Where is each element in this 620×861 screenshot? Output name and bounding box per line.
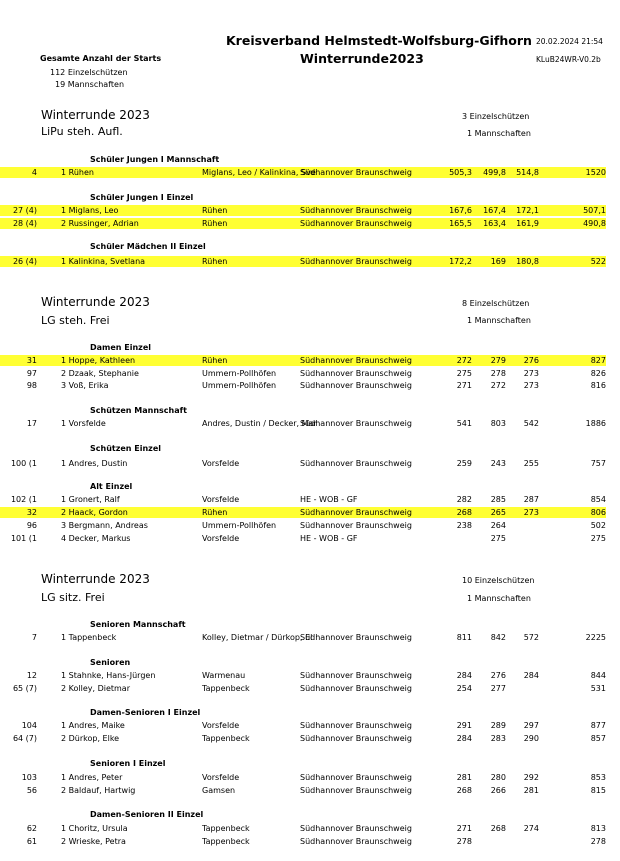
score1-cell: 167,6 [449, 206, 472, 215]
rank-cell: 31 [26, 356, 37, 365]
result-row [0, 785, 606, 796]
name-cell: 1 Andres, Maike [61, 721, 125, 730]
score3-cell: 292 [523, 773, 539, 782]
rank-cell: 104 [21, 721, 37, 730]
section-stat-team: 1 Mannschaften [467, 316, 531, 325]
score1-cell: 272 [456, 356, 472, 365]
name-cell: 1 Vorsfelde [61, 419, 106, 428]
score3-cell: 287 [523, 495, 539, 504]
total-cell: 844 [590, 671, 606, 680]
result-row [0, 720, 606, 731]
score1-cell: 271 [456, 824, 472, 833]
section-discipline: LiPu steh. Aufl. [41, 125, 123, 138]
score2-cell: 842 [490, 633, 506, 642]
rank-cell: 103 [21, 773, 37, 782]
total-cell: 806 [590, 508, 606, 517]
total-cell: 854 [590, 495, 606, 504]
association-cell: Südhannover Braunschweig [300, 459, 412, 468]
score1-cell: 282 [456, 495, 472, 504]
club-cell: Tappenbeck [202, 824, 250, 833]
score1-cell: 271 [456, 381, 472, 390]
result-row [0, 683, 606, 694]
total-cell: 827 [590, 356, 606, 365]
score3-cell: 276 [523, 356, 539, 365]
name-cell: 1 Gronert, Ralf [61, 495, 120, 504]
name-cell: 3 Bergmann, Andreas [61, 521, 148, 530]
name-cell: 4 Decker, Markus [61, 534, 131, 543]
report-version: KLuB24WR-V0.2b [536, 55, 601, 64]
association-cell: Südhannover Braunschweig [300, 824, 412, 833]
rank-cell: 100 (1 [10, 459, 37, 468]
club-cell: Kolley, Dietmar / Dürkop, El [202, 633, 313, 642]
total-cell: 278 [590, 837, 606, 846]
rank-cell: 4 [31, 168, 37, 177]
association-cell: Südhannover Braunschweig [300, 419, 412, 428]
score1-cell: 505,3 [449, 168, 472, 177]
association-cell: Südhannover Braunschweig [300, 773, 412, 782]
name-cell: 2 Haack, Gordon [61, 508, 128, 517]
name-cell: 2 Dzaak, Stephanie [61, 369, 139, 378]
name-cell: 2 Baldauf, Hartwig [61, 786, 136, 795]
rank-cell: 62 [26, 824, 37, 833]
score1-cell: 281 [456, 773, 472, 782]
score1-cell: 284 [456, 734, 472, 743]
association-cell: Südhannover Braunschweig [300, 257, 412, 266]
association-cell: Südhannover Braunschweig [300, 369, 412, 378]
score1-cell: 172,2 [449, 257, 472, 266]
score2-cell: 803 [490, 419, 506, 428]
report-title: Kreisverband Helmstedt-Wolfsburg-Gifhorn [226, 33, 532, 48]
result-row [0, 823, 606, 834]
score2-cell: 275 [490, 534, 506, 543]
starts-single: 112 Einzelschützen [50, 68, 128, 77]
association-cell: Südhannover Braunschweig [300, 168, 412, 177]
name-cell: 1 Hoppe, Kathleen [61, 356, 136, 365]
score2-cell: 289 [490, 721, 506, 730]
rank-cell: 64 (7) [12, 734, 37, 743]
association-cell: Südhannover Braunschweig [300, 633, 412, 642]
club-cell: Vorsfelde [202, 495, 240, 504]
score2-cell: 278 [490, 369, 506, 378]
score3-cell: 284 [523, 671, 539, 680]
score2-cell: 280 [490, 773, 506, 782]
total-cell: 813 [590, 824, 606, 833]
association-cell: Südhannover Braunschweig [300, 356, 412, 365]
result-row [0, 533, 606, 544]
total-cell: 1520 [585, 168, 606, 177]
score2-cell: 169 [490, 257, 506, 266]
result-row [0, 772, 606, 783]
club-cell: Tappenbeck [202, 734, 250, 743]
score1-cell: 541 [456, 419, 472, 428]
score2-cell: 163,4 [483, 219, 506, 228]
club-cell: Tappenbeck [202, 837, 250, 846]
score3-cell: 297 [523, 721, 539, 730]
name-cell: 1 Tappenbeck [61, 633, 117, 642]
result-row [0, 733, 606, 744]
score2-cell: 499,8 [483, 168, 506, 177]
club-cell: Rühen [202, 508, 228, 517]
name-cell: 2 Kolley, Dietmar [61, 684, 130, 693]
result-row [0, 458, 606, 469]
association-cell: Südhannover Braunschweig [300, 219, 412, 228]
rank-cell: 101 (1 [10, 534, 37, 543]
rank-cell: 17 [26, 419, 37, 428]
rank-cell: 65 (7) [12, 684, 37, 693]
score3-cell: 172,1 [516, 206, 539, 215]
total-cell: 2225 [585, 633, 606, 642]
score3-cell: 255 [523, 459, 539, 468]
score2-cell: 268 [490, 824, 506, 833]
result-row [0, 836, 606, 847]
score1-cell: 165,5 [449, 219, 472, 228]
total-cell: 275 [590, 534, 606, 543]
total-cell: 507,1 [583, 206, 606, 215]
rank-cell: 102 (1 [10, 495, 37, 504]
rank-cell: 32 [26, 508, 37, 517]
association-cell: Südhannover Braunschweig [300, 508, 412, 517]
total-cell: 877 [590, 721, 606, 730]
score2-cell: 265 [490, 508, 506, 517]
group-heading: Senioren Mannschaft [90, 620, 186, 629]
name-cell: 2 Russinger, Adrian [61, 219, 139, 228]
section-discipline: LG sitz. Frei [41, 591, 105, 604]
name-cell: 2 Wrieske, Petra [61, 837, 126, 846]
score2-cell: 243 [490, 459, 506, 468]
score1-cell: 259 [456, 459, 472, 468]
result-row [0, 418, 606, 429]
association-cell: Südhannover Braunschweig [300, 837, 412, 846]
total-cell: 1886 [585, 419, 606, 428]
score1-cell: 268 [456, 786, 472, 795]
club-cell: Vorsfelde [202, 721, 240, 730]
score3-cell: 161,9 [516, 219, 539, 228]
score1-cell: 238 [456, 521, 472, 530]
score2-cell: 272 [490, 381, 506, 390]
name-cell: 1 Stahnke, Hans-Jürgen [61, 671, 156, 680]
association-cell: HE - WOB - GF [300, 534, 358, 543]
score1-cell: 268 [456, 508, 472, 517]
group-heading: Damen-Senioren II Einzel [90, 810, 204, 819]
name-cell: 1 Rühen [61, 168, 94, 177]
score2-cell: 276 [490, 671, 506, 680]
section-stat-single: 8 Einzelschützen [462, 299, 530, 308]
score2-cell: 283 [490, 734, 506, 743]
group-heading: Schüler Jungen I Einzel [90, 193, 194, 202]
total-cell: 531 [590, 684, 606, 693]
association-cell: Südhannover Braunschweig [300, 671, 412, 680]
rank-cell: 27 (4) [12, 206, 37, 215]
score3-cell: 273 [523, 369, 539, 378]
association-cell: Südhannover Braunschweig [300, 786, 412, 795]
total-cell: 502 [590, 521, 606, 530]
result-row [0, 368, 606, 379]
score1-cell: 811 [456, 633, 472, 642]
result-row [0, 507, 606, 518]
score3-cell: 180,8 [516, 257, 539, 266]
result-row [0, 380, 606, 391]
total-cell: 857 [590, 734, 606, 743]
score3-cell: 274 [523, 824, 539, 833]
score3-cell: 542 [523, 419, 539, 428]
report-datetime: 20.02.2024 21:54 [536, 37, 603, 46]
result-row [0, 494, 606, 505]
club-cell: Tappenbeck [202, 684, 250, 693]
name-cell: 1 Andres, Dustin [61, 459, 128, 468]
result-row [0, 205, 606, 216]
score1-cell: 278 [456, 837, 472, 846]
total-cell: 757 [590, 459, 606, 468]
club-cell: Ummern-Pollhöfen [202, 369, 277, 378]
group-heading: Damen Einzel [90, 343, 152, 352]
group-heading: Alt Einzel [90, 482, 133, 491]
name-cell: 1 Choritz, Ursula [61, 824, 128, 833]
club-cell: Rühen [202, 206, 228, 215]
section-stat-team: 1 Mannschaften [467, 594, 531, 603]
name-cell: 3 Voß, Erika [61, 381, 109, 390]
name-cell: 1 Miglans, Leo [61, 206, 119, 215]
section-stat-single: 10 Einzelschützen [462, 576, 535, 585]
section-title: Winterrunde 2023 [41, 295, 150, 309]
score2-cell: 264 [490, 521, 506, 530]
group-heading: Senioren I Einzel [90, 759, 166, 768]
rank-cell: 61 [26, 837, 37, 846]
score3-cell: 514,8 [516, 168, 539, 177]
result-row [0, 218, 606, 229]
group-heading: Schüler Mädchen II Einzel [90, 242, 206, 251]
association-cell: Südhannover Braunschweig [300, 721, 412, 730]
total-cell: 522 [590, 257, 606, 266]
score1-cell: 254 [456, 684, 472, 693]
section-stat-team: 1 Mannschaften [467, 129, 531, 138]
rank-cell: 12 [26, 671, 37, 680]
club-cell: Rühen [202, 356, 228, 365]
result-row [0, 355, 606, 366]
group-heading: Schützen Einzel [90, 444, 162, 453]
total-cell: 815 [590, 786, 606, 795]
score3-cell: 572 [523, 633, 539, 642]
group-heading: Senioren [90, 658, 131, 667]
rank-cell: 56 [26, 786, 37, 795]
result-row [0, 520, 606, 531]
section-title: Winterrunde 2023 [41, 572, 150, 586]
club-cell: Gamsen [202, 786, 236, 795]
score1-cell: 284 [456, 671, 472, 680]
result-row [0, 632, 606, 643]
association-cell: Südhannover Braunschweig [300, 734, 412, 743]
name-cell: 1 Kalinkina, Svetlana [61, 257, 146, 266]
rank-cell: 97 [26, 369, 37, 378]
starts-team: 19 Mannschaften [55, 80, 125, 89]
score3-cell: 273 [523, 508, 539, 517]
group-heading: Schüler Jungen I Mannschaft [90, 155, 220, 164]
association-cell: Südhannover Braunschweig [300, 381, 412, 390]
starts-label: Gesamte Anzahl der Starts [40, 54, 162, 63]
association-cell: Südhannover Braunschweig [300, 684, 412, 693]
rank-cell: 26 (4) [12, 257, 37, 266]
club-cell: Andres, Dustin / Decker, Mar [202, 419, 317, 428]
group-heading: Schützen Mannschaft [90, 406, 187, 415]
score2-cell: 285 [490, 495, 506, 504]
score2-cell: 279 [490, 356, 506, 365]
club-cell: Warmenau [202, 671, 246, 680]
club-cell: Rühen [202, 257, 228, 266]
result-row [0, 670, 606, 681]
club-cell: Rühen [202, 219, 228, 228]
score3-cell: 290 [523, 734, 539, 743]
total-cell: 853 [590, 773, 606, 782]
club-cell: Vorsfelde [202, 773, 240, 782]
result-row [0, 256, 606, 267]
association-cell: HE - WOB - GF [300, 495, 358, 504]
name-cell: 1 Andres, Peter [61, 773, 123, 782]
score3-cell: 281 [523, 786, 539, 795]
total-cell: 826 [590, 369, 606, 378]
total-cell: 816 [590, 381, 606, 390]
club-cell: Ummern-Pollhöfen [202, 381, 277, 390]
association-cell: Südhannover Braunschweig [300, 206, 412, 215]
result-row [0, 167, 606, 178]
group-heading: Damen-Senioren I Einzel [90, 708, 201, 717]
club-cell: Vorsfelde [202, 534, 240, 543]
score1-cell: 291 [456, 721, 472, 730]
section-stat-single: 3 Einzelschützen [462, 112, 530, 121]
rank-cell: 28 (4) [12, 219, 37, 228]
score1-cell: 275 [456, 369, 472, 378]
section-title: Winterrunde 2023 [41, 108, 150, 122]
total-cell: 490,8 [583, 219, 606, 228]
score3-cell: 273 [523, 381, 539, 390]
rank-cell: 98 [26, 381, 37, 390]
club-cell: Miglans, Leo / Kalinkina, Sve [202, 168, 316, 177]
report-subtitle: Winterrunde2023 [300, 51, 424, 66]
rank-cell: 7 [31, 633, 37, 642]
association-cell: Südhannover Braunschweig [300, 521, 412, 530]
score2-cell: 277 [490, 684, 506, 693]
score2-cell: 266 [490, 786, 506, 795]
club-cell: Vorsfelde [202, 459, 240, 468]
rank-cell: 96 [26, 521, 37, 530]
name-cell: 2 Dürkop, Elke [61, 734, 120, 743]
score2-cell: 167,4 [483, 206, 506, 215]
section-discipline: LG steh. Frei [41, 314, 110, 327]
club-cell: Ummern-Pollhöfen [202, 521, 277, 530]
